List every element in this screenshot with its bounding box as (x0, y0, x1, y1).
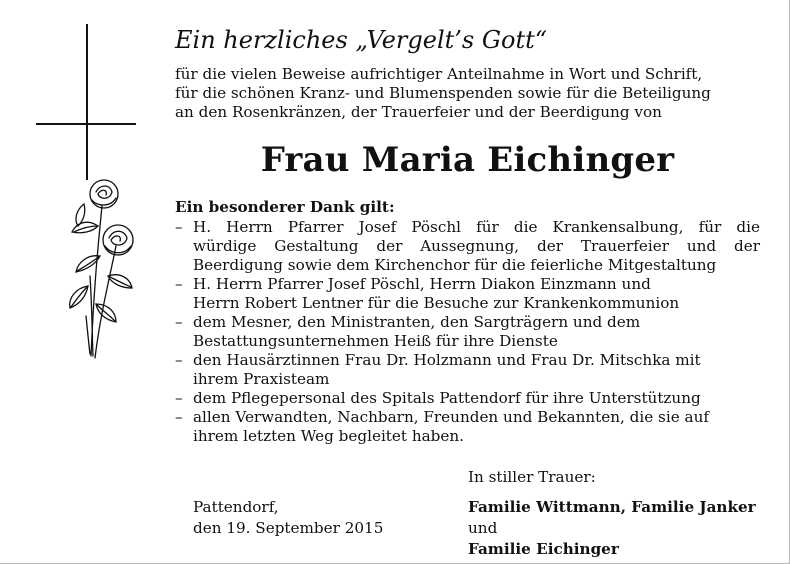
family-signature (468, 497, 756, 560)
word: der (536, 237, 563, 255)
word: Trauerfeier (580, 237, 670, 255)
list-item-line: allen Verwandten, Nachbarn, Freunden und Bekannten, die sie auf (193, 408, 709, 426)
dash-bullet: – (175, 389, 183, 407)
word: würdige (193, 237, 257, 255)
word: der (734, 237, 760, 255)
dash-bullet: – (175, 408, 183, 426)
cross-vertical-beam (86, 24, 88, 180)
list-item-line: Herrn Robert Lentner für die Besuche zur Krankenkommunion (193, 294, 680, 312)
list-item-line: H. Herrn Pfarrer Josef Pöschl, Herrn Diakon Einzmann und (193, 275, 651, 293)
word: für (476, 218, 499, 236)
word: Gestaltung (274, 237, 359, 255)
intro-line: für die schönen Kranz- und Blumenspenden sowie für die Beteiligung (175, 84, 711, 102)
word: Josef (358, 218, 397, 236)
list-item (175, 313, 760, 351)
list-item-line: den Hausärztinnen Frau Dr. Holzmann und Frau Dr. Mitschka mit (193, 351, 701, 369)
thanks-list (175, 218, 760, 446)
families-and: und (468, 519, 498, 537)
word: H. (193, 218, 212, 236)
dash-bullet: – (175, 275, 183, 293)
list-item (175, 408, 760, 446)
list-item-line: Bestattungsunternehmen Heiß für ihre Dienste (193, 332, 558, 350)
mourning-label: In stiller Trauer: (468, 468, 596, 486)
roses-icon (58, 176, 138, 361)
list-item-line: ihrem letzten Weg begleitet haben. (193, 427, 464, 445)
families-line-2 (468, 518, 756, 560)
list-item (175, 351, 760, 389)
intro-line: an den Rosenkränzen, der Trauerfeier und der Beerdigung von (175, 103, 662, 121)
place-date (193, 497, 383, 539)
family-eichinger: Familie Eichinger (468, 540, 619, 558)
cross-horizontal-beam (36, 123, 136, 125)
place: Pattendorf, (193, 498, 279, 516)
list-item-line (193, 218, 760, 237)
list-item-line: Beerdigung sowie dem Kirchenchor für die feierliche Mitgestaltung (193, 256, 717, 274)
thanks-heading: Ein besonderer Dank gilt: (175, 198, 395, 216)
list-item (175, 275, 760, 313)
word: für (698, 218, 722, 236)
dash-bullet: – (175, 313, 183, 331)
intro-text (175, 65, 760, 122)
word: die (736, 218, 760, 236)
word: Aussegnung, (420, 237, 520, 255)
date: den 19. September 2015 (193, 519, 384, 537)
intro-line: für die vielen Beweise aufrichtiger Anteilnahme in Wort und Schrift, (175, 65, 703, 83)
word: die (513, 218, 538, 236)
list-item-line: ihrem Praxisteam (193, 370, 330, 388)
list-item-line: dem Mesner, den Ministranten, den Sargträgern und dem (193, 313, 641, 331)
list-item-line (193, 237, 760, 256)
list-item (175, 389, 760, 408)
word: Herrn (226, 218, 273, 236)
families-line-1: Familie Wittmann, Familie Janker (468, 498, 756, 516)
word: und (686, 237, 717, 255)
list-item (175, 218, 760, 275)
word: Pöschl (411, 218, 461, 236)
word: der (376, 237, 403, 255)
dash-bullet: – (175, 218, 183, 236)
headline: Ein herzliches „Vergelt’s Gott“ (175, 26, 548, 54)
word: Krankensalbung, (552, 218, 684, 236)
word: Pfarrer (287, 218, 344, 236)
deceased-name: Frau Maria Eichinger (260, 140, 675, 180)
list-item-line: dem Pflegepersonal des Spitals Pattendorf für ihre Unterstützung (193, 389, 701, 407)
dash-bullet: – (175, 351, 183, 369)
